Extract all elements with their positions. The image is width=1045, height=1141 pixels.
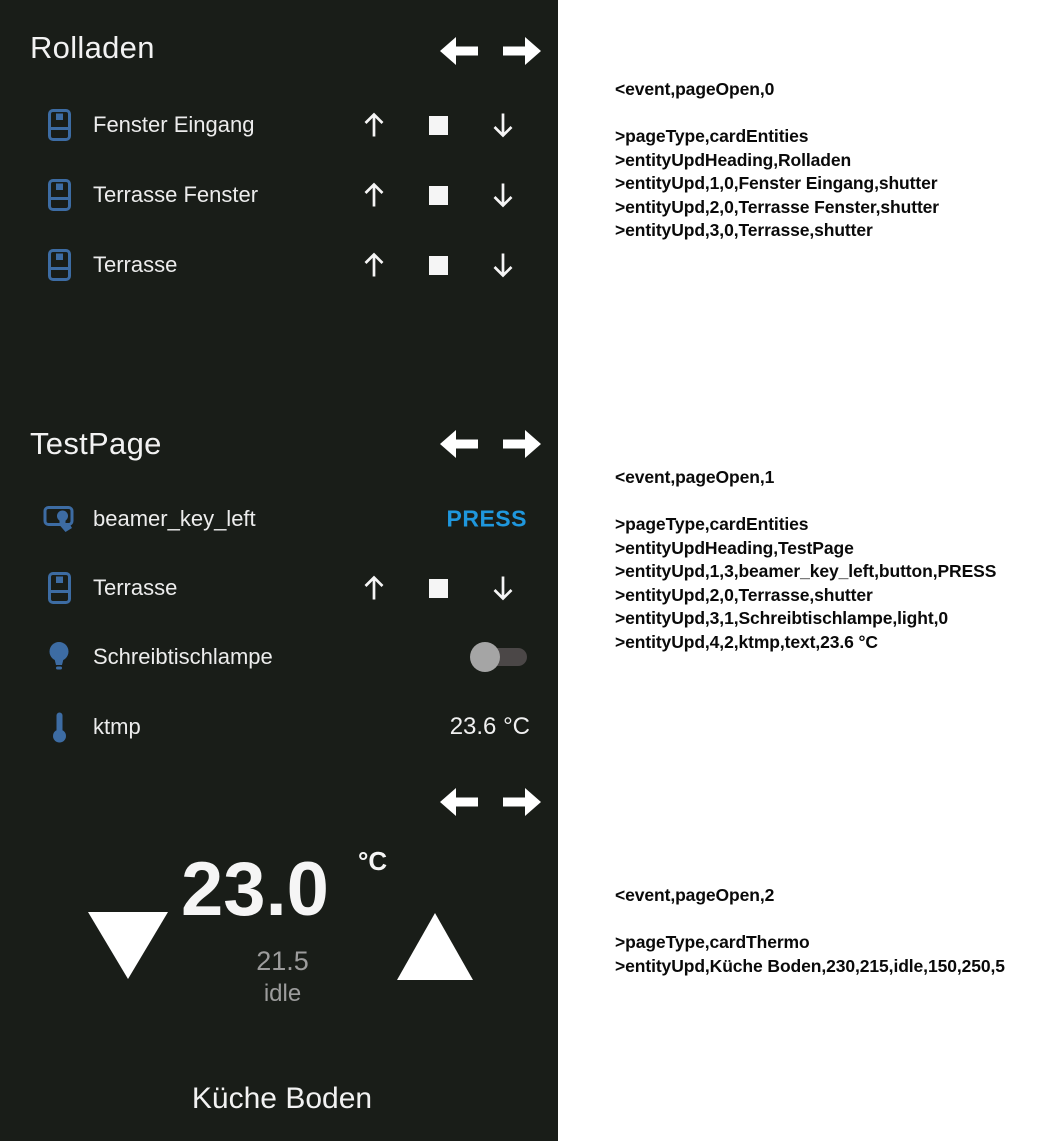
log-line: >entityUpd,2,0,Terrasse,shutter <box>615 584 873 605</box>
shutter-icon <box>42 173 76 217</box>
entity-row <box>0 635 558 679</box>
thermostat-state: idle <box>263 980 302 1007</box>
shutter-icon <box>42 243 76 287</box>
nav-left-arrow-icon[interactable] <box>440 37 478 65</box>
entity-row <box>0 497 558 541</box>
log-line: >pageType,cardEntities <box>615 514 809 534</box>
log-block-page0 <box>615 78 1035 243</box>
log-line: >entityUpd,3,0,Terrasse,shutter <box>615 220 873 240</box>
page-title: TestPage <box>30 426 162 461</box>
log-event-line: <event,pageOpen,2 <box>615 885 775 905</box>
log-line: >entityUpd,1,3,beamer_key_left,button,PRESS <box>615 561 997 581</box>
log-line: >entityUpd,2,0,Terrasse Fenster,shutter <box>615 196 940 217</box>
log-line: >entityUpd,3,1,Schreibtischlampe,light,0 <box>615 608 948 628</box>
nav-left-arrow-icon[interactable] <box>440 788 478 816</box>
shutter-up-button[interactable] <box>361 251 387 279</box>
shutter-down-button[interactable] <box>490 251 516 279</box>
thermometer-icon <box>42 705 76 749</box>
temperature-unit: °C <box>358 846 388 876</box>
shutter-stop-button[interactable] <box>428 115 448 135</box>
shutter-down-button[interactable] <box>490 111 516 139</box>
log-line: >entityUpdHeading,TestPage <box>615 537 854 558</box>
log-event-line: <event,pageOpen,1 <box>615 467 775 487</box>
shutter-up-button[interactable] <box>361 111 387 139</box>
log-block-page2 <box>615 884 1035 978</box>
entity-label: Terrasse Fenster <box>93 182 259 207</box>
target-temperature: 21.5 <box>256 946 309 976</box>
entity-row <box>0 103 558 147</box>
log-line: >entityUpd,Küche Boden,230,215,idle,150,250,5 <box>615 955 1005 976</box>
tap-button-icon <box>42 497 76 541</box>
entity-row <box>0 173 558 217</box>
log-blank-line <box>615 102 1035 126</box>
entity-label: Terrasse <box>93 252 178 277</box>
entity-row <box>0 243 558 287</box>
entity-label: ktmp <box>93 714 141 739</box>
log-blank-line <box>615 490 1035 514</box>
entity-label: Fenster Eingang <box>93 112 255 137</box>
entity-row <box>0 705 558 749</box>
nav-right-arrow-icon[interactable] <box>503 788 541 816</box>
current-temperature: 23.0 <box>181 847 329 932</box>
entity-label: Terrasse <box>93 575 178 600</box>
shutter-stop-button[interactable] <box>428 578 448 598</box>
entity-row <box>0 566 558 610</box>
shutter-up-button[interactable] <box>361 181 387 209</box>
log-line: >entityUpd,1,0,Fenster Eingang,shutter <box>615 173 938 193</box>
nav-left-arrow-icon[interactable] <box>440 430 478 458</box>
press-button[interactable]: PRESS <box>446 505 527 532</box>
shutter-icon <box>42 566 76 610</box>
nav-right-arrow-icon[interactable] <box>503 430 541 458</box>
temp-decrease-button[interactable] <box>88 912 168 979</box>
log-line: >entityUpdHeading,Rolladen <box>615 149 852 170</box>
entity-value: 23.6 °C <box>449 713 530 740</box>
shutter-down-button[interactable] <box>490 181 516 209</box>
light-toggle-off[interactable] <box>470 642 527 672</box>
temp-increase-button[interactable] <box>397 913 473 980</box>
log-line: >entityUpd,4,2,ktmp,text,23.6 °C <box>615 631 878 652</box>
page-title: Rolladen <box>30 30 155 65</box>
log-event-line: <event,pageOpen,0 <box>615 79 775 99</box>
shutter-up-button[interactable] <box>361 574 387 602</box>
entity-label: beamer_key_left <box>93 506 256 531</box>
nav-right-arrow-icon[interactable] <box>503 37 541 65</box>
log-line: >pageType,cardEntities <box>615 126 809 146</box>
shutter-stop-button[interactable] <box>428 255 448 275</box>
shutter-down-button[interactable] <box>490 574 516 602</box>
log-blank-line <box>615 908 1035 932</box>
shutter-icon <box>42 103 76 147</box>
thermostat-name: Küche Boden <box>191 1082 373 1115</box>
lightbulb-icon <box>42 635 76 679</box>
log-line: >pageType,cardThermo <box>615 932 810 952</box>
shutter-stop-button[interactable] <box>428 185 448 205</box>
log-block-page1 <box>615 466 1035 654</box>
entity-label: Schreibtischlampe <box>93 644 273 669</box>
